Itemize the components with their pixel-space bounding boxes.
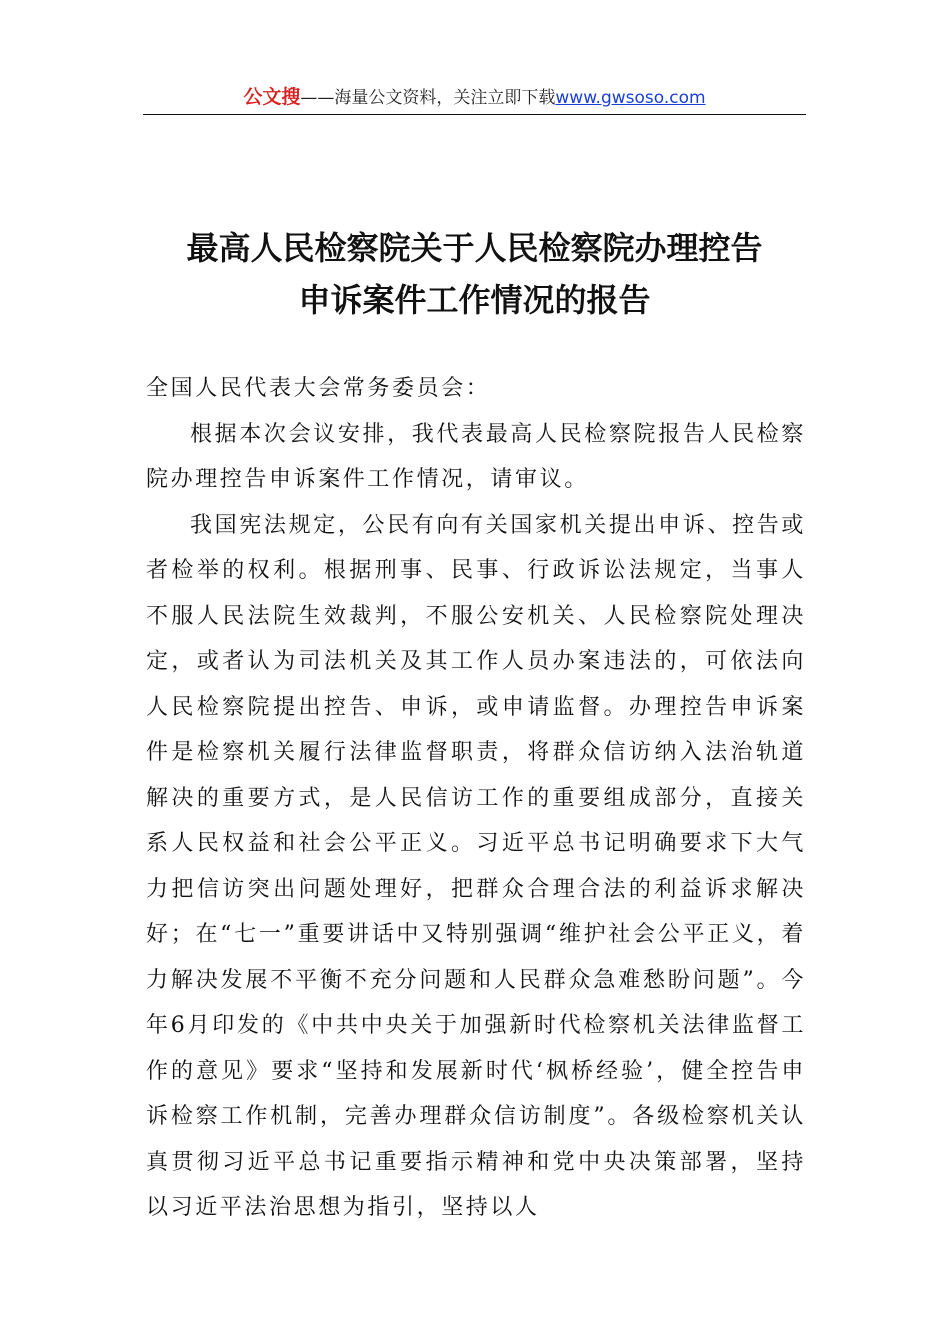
salutation: 全国人民代表大会常务委员会： xyxy=(146,376,491,401)
body-paragraph: 我国宪法规定，公民有向有关国家机关提出申诉、控告或者检举的权利。根据刑事、民事、行政诉讼法规定，当事人不服人民法院生效裁判，不服公安机关、人民检察院处理决定，或者认为司法机关及其工作人员办案违法的，可依法向人民检察院提出控告、申诉，或申请监督。办理控告申诉案件是检察机关履行法律监督职责，将群众信访纳入法治轨道解决的重要方式，是人民信访工作的重要组成部分，直接关系人民权益和社会公平正义。习近平总书记明确要求下大气力把信访突出问题处理好，把群众合理合法的利益诉求解决好；在“七一”重要讲话中又特别强调“维护社会公平正义，着力解决发展不平衡不充分问题和人民群众急难愁盼问题”。今年6月印发的《中共中央关于加强新时代检察机关法律监督工作的意见》要求“坚持和发展新时代‘枫桥经验’，健全控告申诉检察工作机制，完善办理群众信访制度”。各级检察机关认真贯彻习近平总书记重要指示精神和党中央决策部署，坚持以习近平法治思想为指引，坚持以人 xyxy=(146,512,806,1220)
document-body xyxy=(146,366,806,1231)
document-title xyxy=(143,222,806,326)
website-link[interactable]: www.gwsoso.com xyxy=(555,88,706,108)
document-title-line-1: 最高人民检察院关于人民检察院办理控告 xyxy=(186,229,763,267)
page-header xyxy=(143,82,806,114)
header-divider xyxy=(143,114,806,115)
document-title-line-2: 申诉案件工作情况的报告 xyxy=(298,281,651,319)
header-tagline: ——海量公文资料，关注立即下载 xyxy=(300,88,556,108)
body-paragraph: 根据本次会议安排，我代表最高人民检察院报告人民检察院办理控告申诉案件工作情况，请审议。 xyxy=(146,421,806,492)
brand-logo-text: 公文搜 xyxy=(243,86,301,108)
